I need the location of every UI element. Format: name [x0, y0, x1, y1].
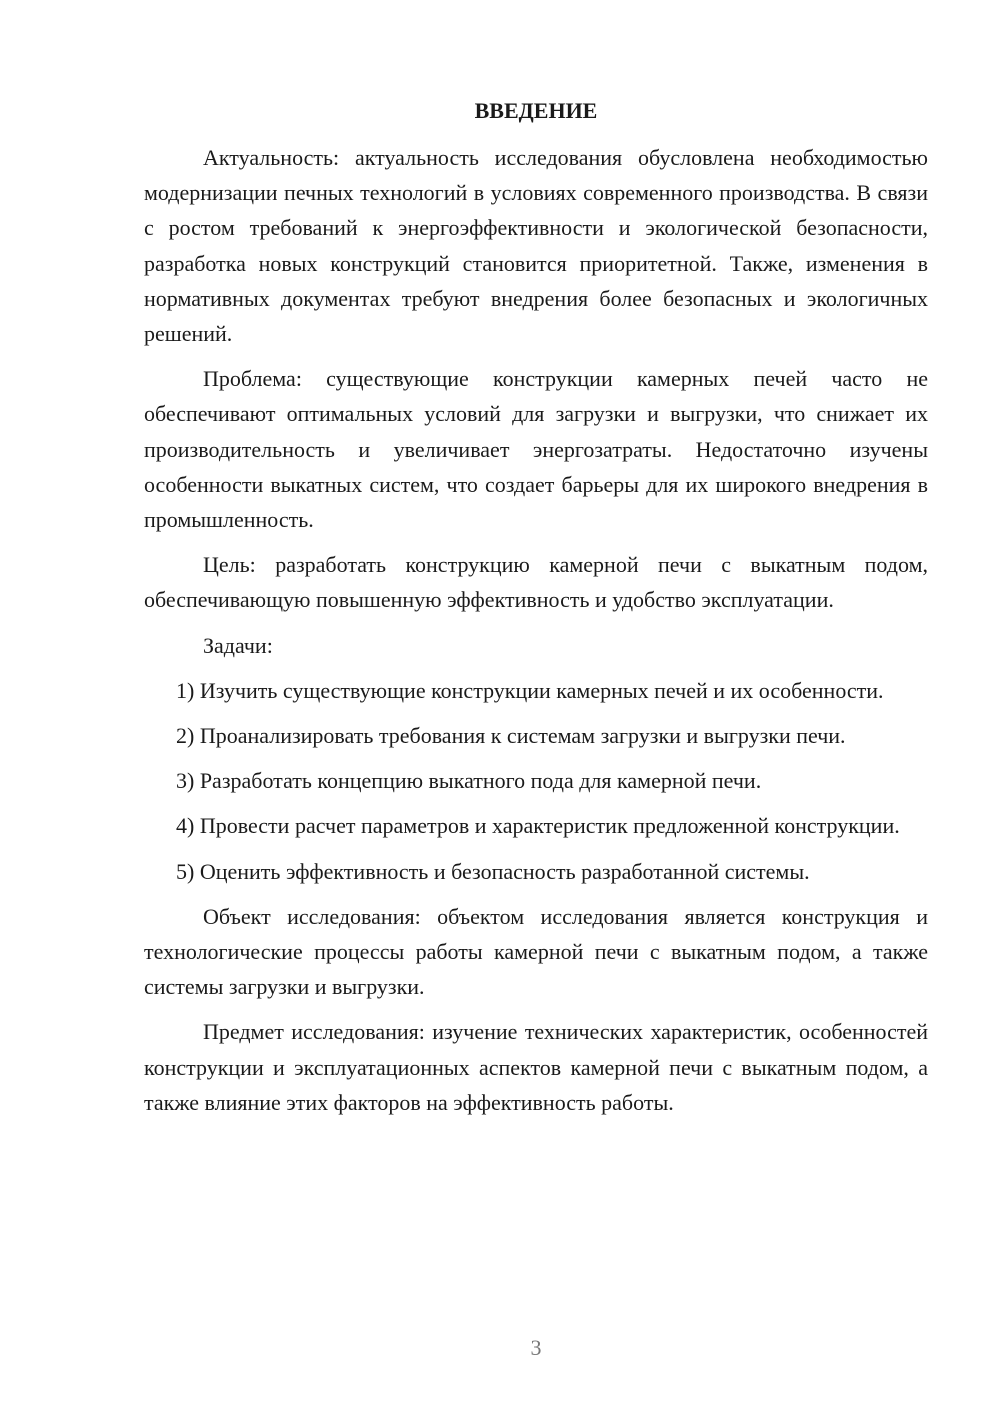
list-item: 2) Проанализировать требования к системам загрузки и выгрузки печи.	[176, 723, 846, 749]
list-item: 5) Оценить эффективность и безопасность разработанной системы.	[176, 858, 810, 884]
tasks-label: Задачи:	[203, 632, 273, 658]
list-item: 4) Провести расчет параметров и характеристик предложенной конструкции.	[176, 813, 900, 839]
page-title: ВВЕДЕНИЕ	[474, 98, 598, 123]
list-item: 3) Разработать концепцию выкатного пода для камерной печи.	[176, 768, 762, 794]
paragraph-object: Объект исследования: объектом исследования является конструкция и технологические процессы работы камерной печи с выкатным подом, а также системы загрузки и выгрузки.	[144, 903, 928, 1000]
paragraph-goal: Цель: разработать конструкцию камерной печи с выкатным подом, обеспечивающую повышенную эффективность и удобство эксплуатации.	[144, 552, 928, 613]
page-number: 3	[530, 1335, 542, 1360]
paragraph-problem: Проблема: существующие конструкции камерных печей часто не обеспечивают оптимальных условий для загрузки и выгрузки, что снижает их производительность и увеличивает энергозатраты. Недостаточно изучены особенности выкатных систем, что создает барьеры для их широкого внедрения в промышленность.	[144, 366, 928, 533]
document-page	[144, 95, 928, 1130]
paragraph-subject: Предмет исследования: изучение технических характеристик, особенностей конструкции и эксплуатационных аспектов камерной печи с выкатным подом, а также влияние этих факторов на эффективность работы.	[144, 1019, 928, 1115]
list-item: 1) Изучить существующие конструкции камерных печей и их особенности.	[176, 677, 884, 703]
paragraph-relevance: Актуальность: актуальность исследования обусловлена необходимостью модернизации печных технологий в условиях современного производства. В связи с ростом требований к энергоэффективности и экологической безопасности, разработка новых конструкций становится приоритетной. Также, изменения в нормативных документах требуют внедрения более безопасных и экологичных решений.	[144, 145, 928, 347]
tasks-list	[144, 673, 928, 889]
